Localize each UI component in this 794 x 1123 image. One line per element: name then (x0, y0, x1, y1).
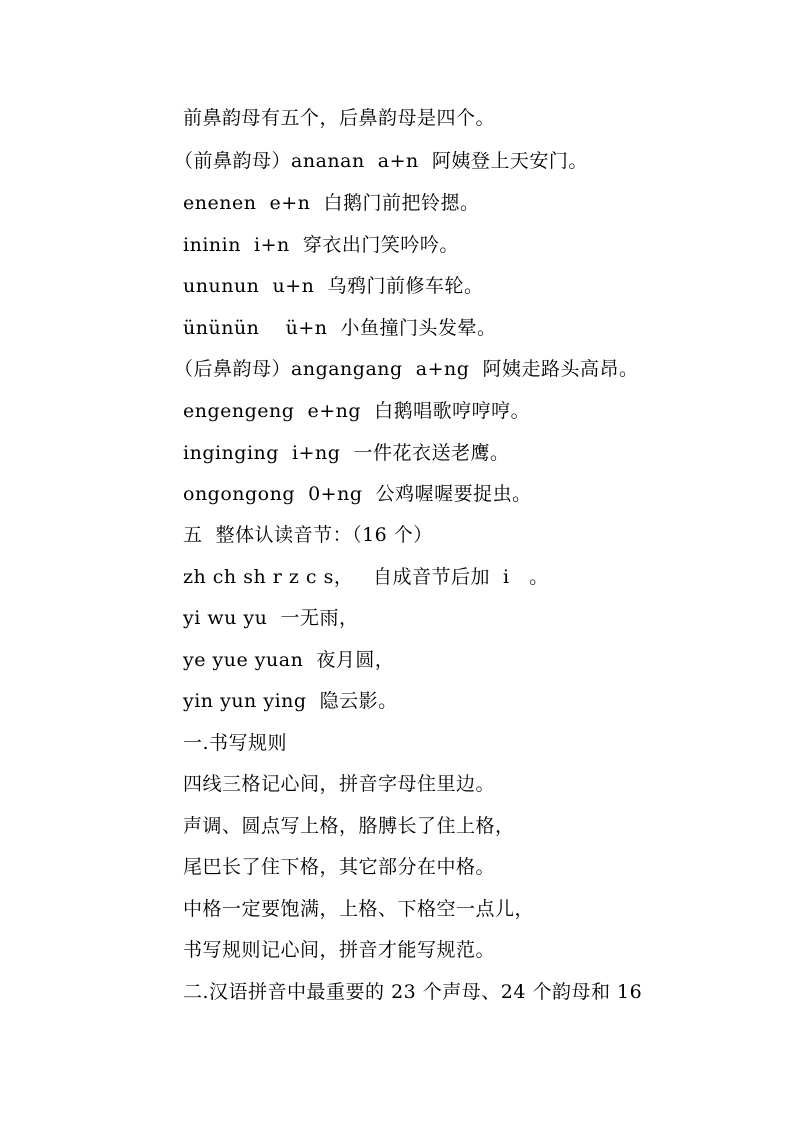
text-line-un: ununun u+n 乌鸦门前修车轮。 (183, 275, 484, 297)
text-line-en: enenen e+n 白鹅门前把铃摁。 (183, 192, 480, 214)
section-heading-whole-syllables: 五 整体认读音节：（16 个） (183, 524, 433, 546)
text-line-vn: ününün ü+n 小鱼撞门头发晕。 (183, 317, 497, 339)
text-line-rule-4: 中格一定要饱满，上格、下格空一点儿， (183, 898, 535, 920)
section-heading-pinyin-summary: 二.汉语拼音中最重要的 23 个声母、24 个韵母和 16 (183, 981, 643, 1003)
text-line-ing: inginging i+ng 一件花衣送老鹰。 (183, 442, 510, 464)
text-line-yi-wu-yu: yi wu yu 一无雨， (183, 607, 359, 629)
text-line-rule-1: 四线三格记心间，拼音字母住里边。 (183, 773, 496, 795)
text-line-ong: ongongong 0+ng 公鸡喔喔要捉虫。 (183, 483, 532, 505)
section-heading-writing-rules: 一.书写规则 (183, 732, 288, 754)
text-line-rule-3: 尾巴长了住下格，其它部分在中格。 (183, 856, 496, 878)
text-line-nasal-finals-count: 前鼻韵母有五个，后鼻韵母是四个。 (183, 107, 496, 129)
text-line-zh-ch-sh: zh ch sh r z c s， 自成音节后加 i 。 (183, 566, 549, 588)
text-line-yin-yun-ying: yin yun ying 隐云影。 (183, 690, 398, 712)
text-line-in: ininin i+n 穿衣出门笑吟吟。 (183, 234, 459, 256)
text-line-rule-5: 书写规则记心间，拼音才能写规范。 (183, 939, 496, 961)
text-line-ye-yue-yuan: ye yue yuan 夜月圆， (183, 649, 395, 671)
text-line-eng: engengeng e+ng 白鹅唱歌哼哼哼。 (183, 400, 531, 422)
text-line-an: （前鼻韵母）ananan a+n 阿姨登上天安门。 (174, 150, 588, 172)
text-line-rule-2: 声调、圆点写上格，胳膊长了住上格， (183, 815, 515, 837)
text-line-ang: （后鼻韵母）angangang a+ng 阿姨走路头高昂。 (174, 358, 639, 380)
